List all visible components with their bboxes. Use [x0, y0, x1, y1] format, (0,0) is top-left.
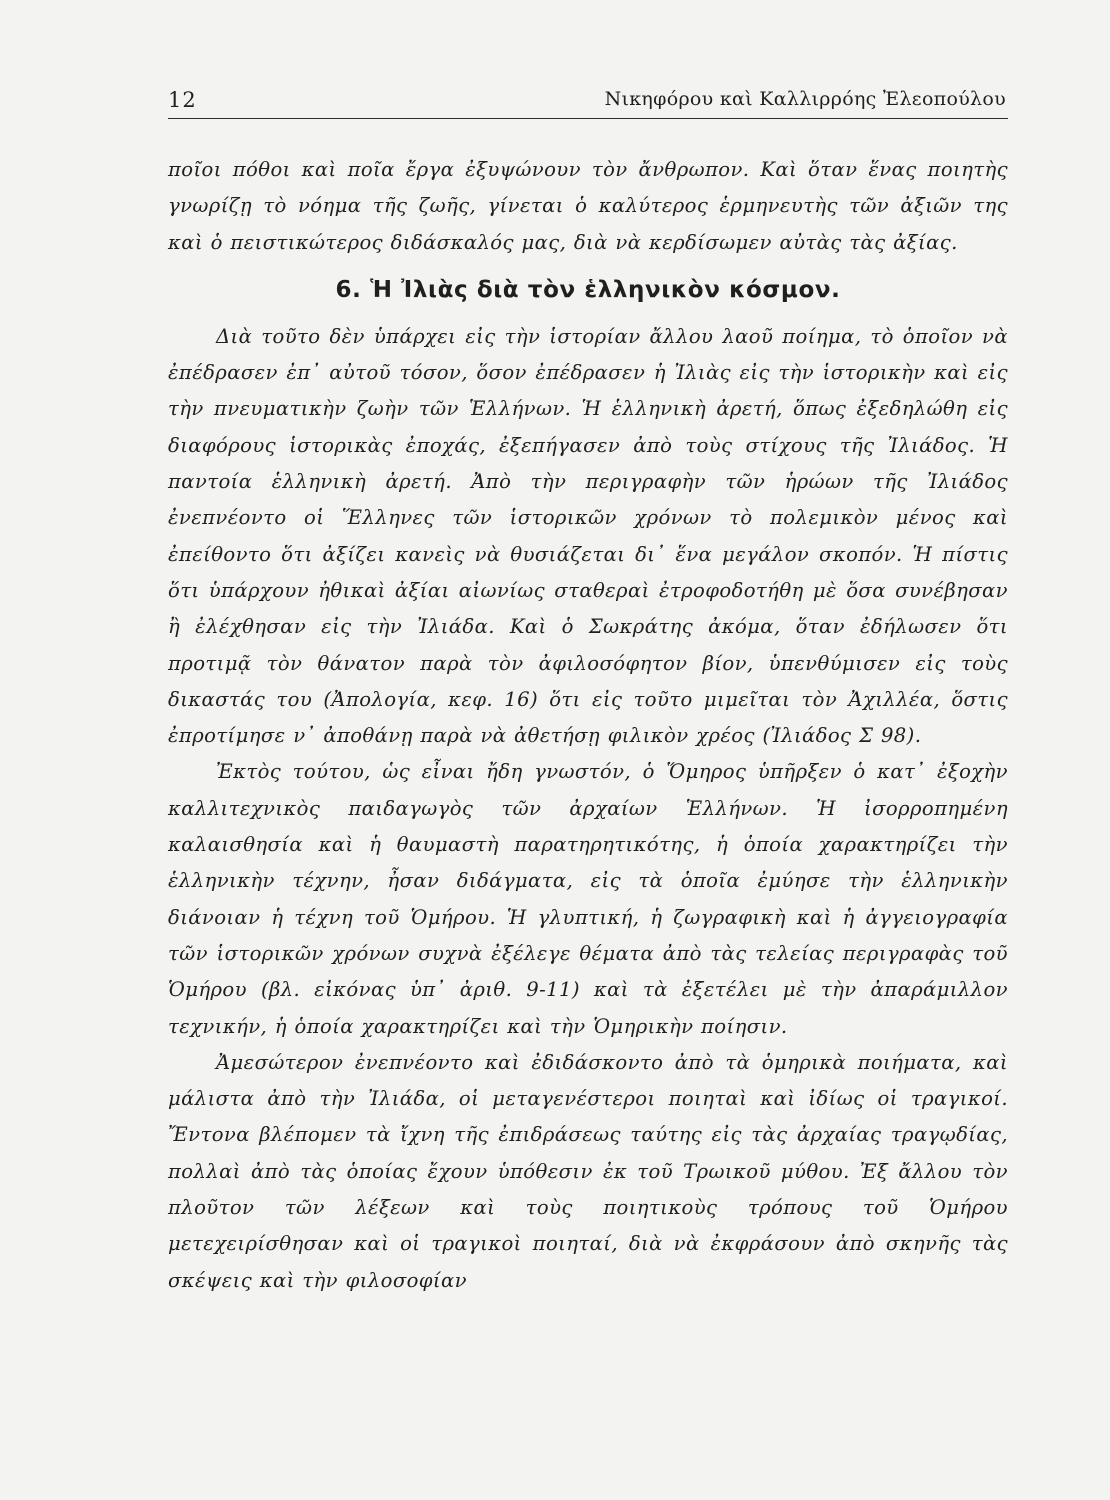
page-number: 12	[168, 88, 197, 112]
book-page	[168, 78, 1008, 1458]
paragraph-2: Ἐκτὸς τούτου, ὡς εἶναι ἤδη γνωστόν, ὁ Ὅμηρος ὑπῆρξεν ὁ κατ᾿ ἐξοχὴν καλλιτεχνικὸς παιδαγωγὸς τῶν ἀρχαίων Ἑλλήνων. Ἡ ἰσορροπημένη καλαισθησία καὶ ἡ θαυμαστὴ παρατηρητικότης, ἡ ὁποία χαρακτηρίζει τὴν ἑλληνικὴν τέχνην, ἦσαν διδάγματα, εἰς τὰ ὁποῖα ἐμύησε τὴν ἑλληνικὴν διάνοιαν ἡ τέχνη τοῦ Ὁμήρου. Ἡ γλυπτική, ἡ ζωγραφικὴ καὶ ἡ ἀγγειογραφία τῶν ἱστορικῶν χρόνων συχνὰ ἐξέλεγε θέματα ἀπὸ τὰς τελείας περιγραφὰς τοῦ Ὁμήρου (βλ. εἰκόνας ὑπ᾿ ἀριθ. 9-11) καὶ τὰ ἐξετέλει μὲ τὴν ἀπαράμιλλον τεχνικήν, ἡ ὁποία χαρακτηρίζει καὶ τὴν Ὁμηρικὴν ποίησιν.	[168, 760, 1008, 1038]
paragraph-1: Διὰ τοῦτο δὲν ὑπάρχει εἰς τὴν ἱστορίαν ἄλλου λαοῦ ποίημα, τὸ ὁποῖον νὰ ἐπέδρασεν ἐπ᾿ αὐτοῦ τόσον, ὅσον ἐπέδρασεν ἡ Ἰλιὰς εἰς τὴν ἱστορικὴν καὶ εἰς τὴν πνευματικὴν ζωὴν τῶν Ἑλλήνων. Ἡ ἑλληνικὴ ἀρετή, ὅπως ἐξεδηλώθη εἰς διαφόρους ἱστορικὰς ἐποχάς, ἐξεπήγασεν ἀπὸ τοὺς στίχους τῆς Ἰλιάδος. Ἡ παντοία ἑλληνικὴ ἀρετή. Ἀπὸ τὴν περιγραφὴν τῶν ἡρώων τῆς Ἰλιάδος ἐνεπνέοντο οἱ Ἕλληνες τῶν ἱστορικῶν χρόνων τὸ πολεμικὸν μένος καὶ ἐπείθοντο ὅτι ἀξίζει κανεὶς νὰ θυσιάζεται δι᾿ ἕνα μεγάλον σκοπόν. Ἡ πίστις ὅτι ὑπάρχουν ἠθικαὶ ἀξίαι αἰωνίως σταθεραὶ ἐτροφοδοτήθη μὲ ὅσα συνέβησαν ἢ ἐλέχθησαν εἰς τὴν Ἰλιάδα. Καὶ ὁ Σωκράτης ἀκόμα, ὅταν ἐδήλωσεν ὅτι προτιμᾷ τὸν θάνατον παρὰ τὸν ἀφιλοσόφητον βίον, ὑπενθύμισεν εἰς τοὺς δικαστάς του (Ἀπολογία, κεφ. 16) ὅτι εἰς τοῦτο μιμεῖται τὸν Ἀχιλλέα, ὅστις ἐπροτίμησε ν᾿ ἀποθάνῃ παρὰ νὰ ἀθετήσῃ φιλικὸν χρέος (Ἰλιάδος Σ 98).	[168, 324, 1008, 748]
page-body	[168, 152, 1008, 1299]
running-head: Νικηφόρου καὶ Καλλιρρόης Ἐλεοπούλου	[604, 88, 1006, 110]
section-title: 6. Ἡ Ἰλιὰς διὰ τὸν ἑλληνικὸν κόσμον.	[335, 276, 841, 303]
page-header	[168, 78, 1008, 119]
intro-paragraph: ποῖοι πόθοι καὶ ποῖα ἔργα ἐξυψώνουν τὸν ἄνθρωπον. Καὶ ὅταν ἕνας ποιητὴς γνωρίζῃ τὸ νόημα τῆς ζωῆς, γίνεται ὁ καλύτερος ἑρμηνευτὴς τῶν ἀξιῶν της καὶ ὁ πειστικώτερος διδάσκαλός μας, διὰ νὰ κερδίσωμεν αὐτὰς τὰς ἀξίας.	[168, 158, 1008, 254]
paragraph-3: Ἀμεσώτερον ἐνεπνέοντο καὶ ἐδιδάσκοντο ἀπὸ τὰ ὁμηρικὰ ποιήματα, καὶ μάλιστα ἀπὸ τὴν Ἰλιάδα, οἱ μεταγενέστεροι ποιηταὶ καὶ ἰδίως οἱ τραγικοί. Ἔντονα βλέπομεν τὰ ἴχνη τῆς ἐπιδράσεως ταύτης εἰς τὰς ἀρχαίας τραγῳδίας, πολλαὶ ἀπὸ τὰς ὁποίας ἔχουν ὑπόθεσιν ἐκ τοῦ Τρωικοῦ μύθου. Ἐξ ἄλλου τὸν πλοῦτον τῶν λέξεων καὶ τοὺς ποιητικοὺς τρόπους τοῦ Ὁμήρου μετεχειρίσθησαν καὶ οἱ τραγικοὶ ποιηταί, διὰ νὰ ἐκφράσουν ἀπὸ σκηνῆς τὰς σκέψεις καὶ τὴν φιλοσοφίαν	[168, 1050, 1008, 1292]
